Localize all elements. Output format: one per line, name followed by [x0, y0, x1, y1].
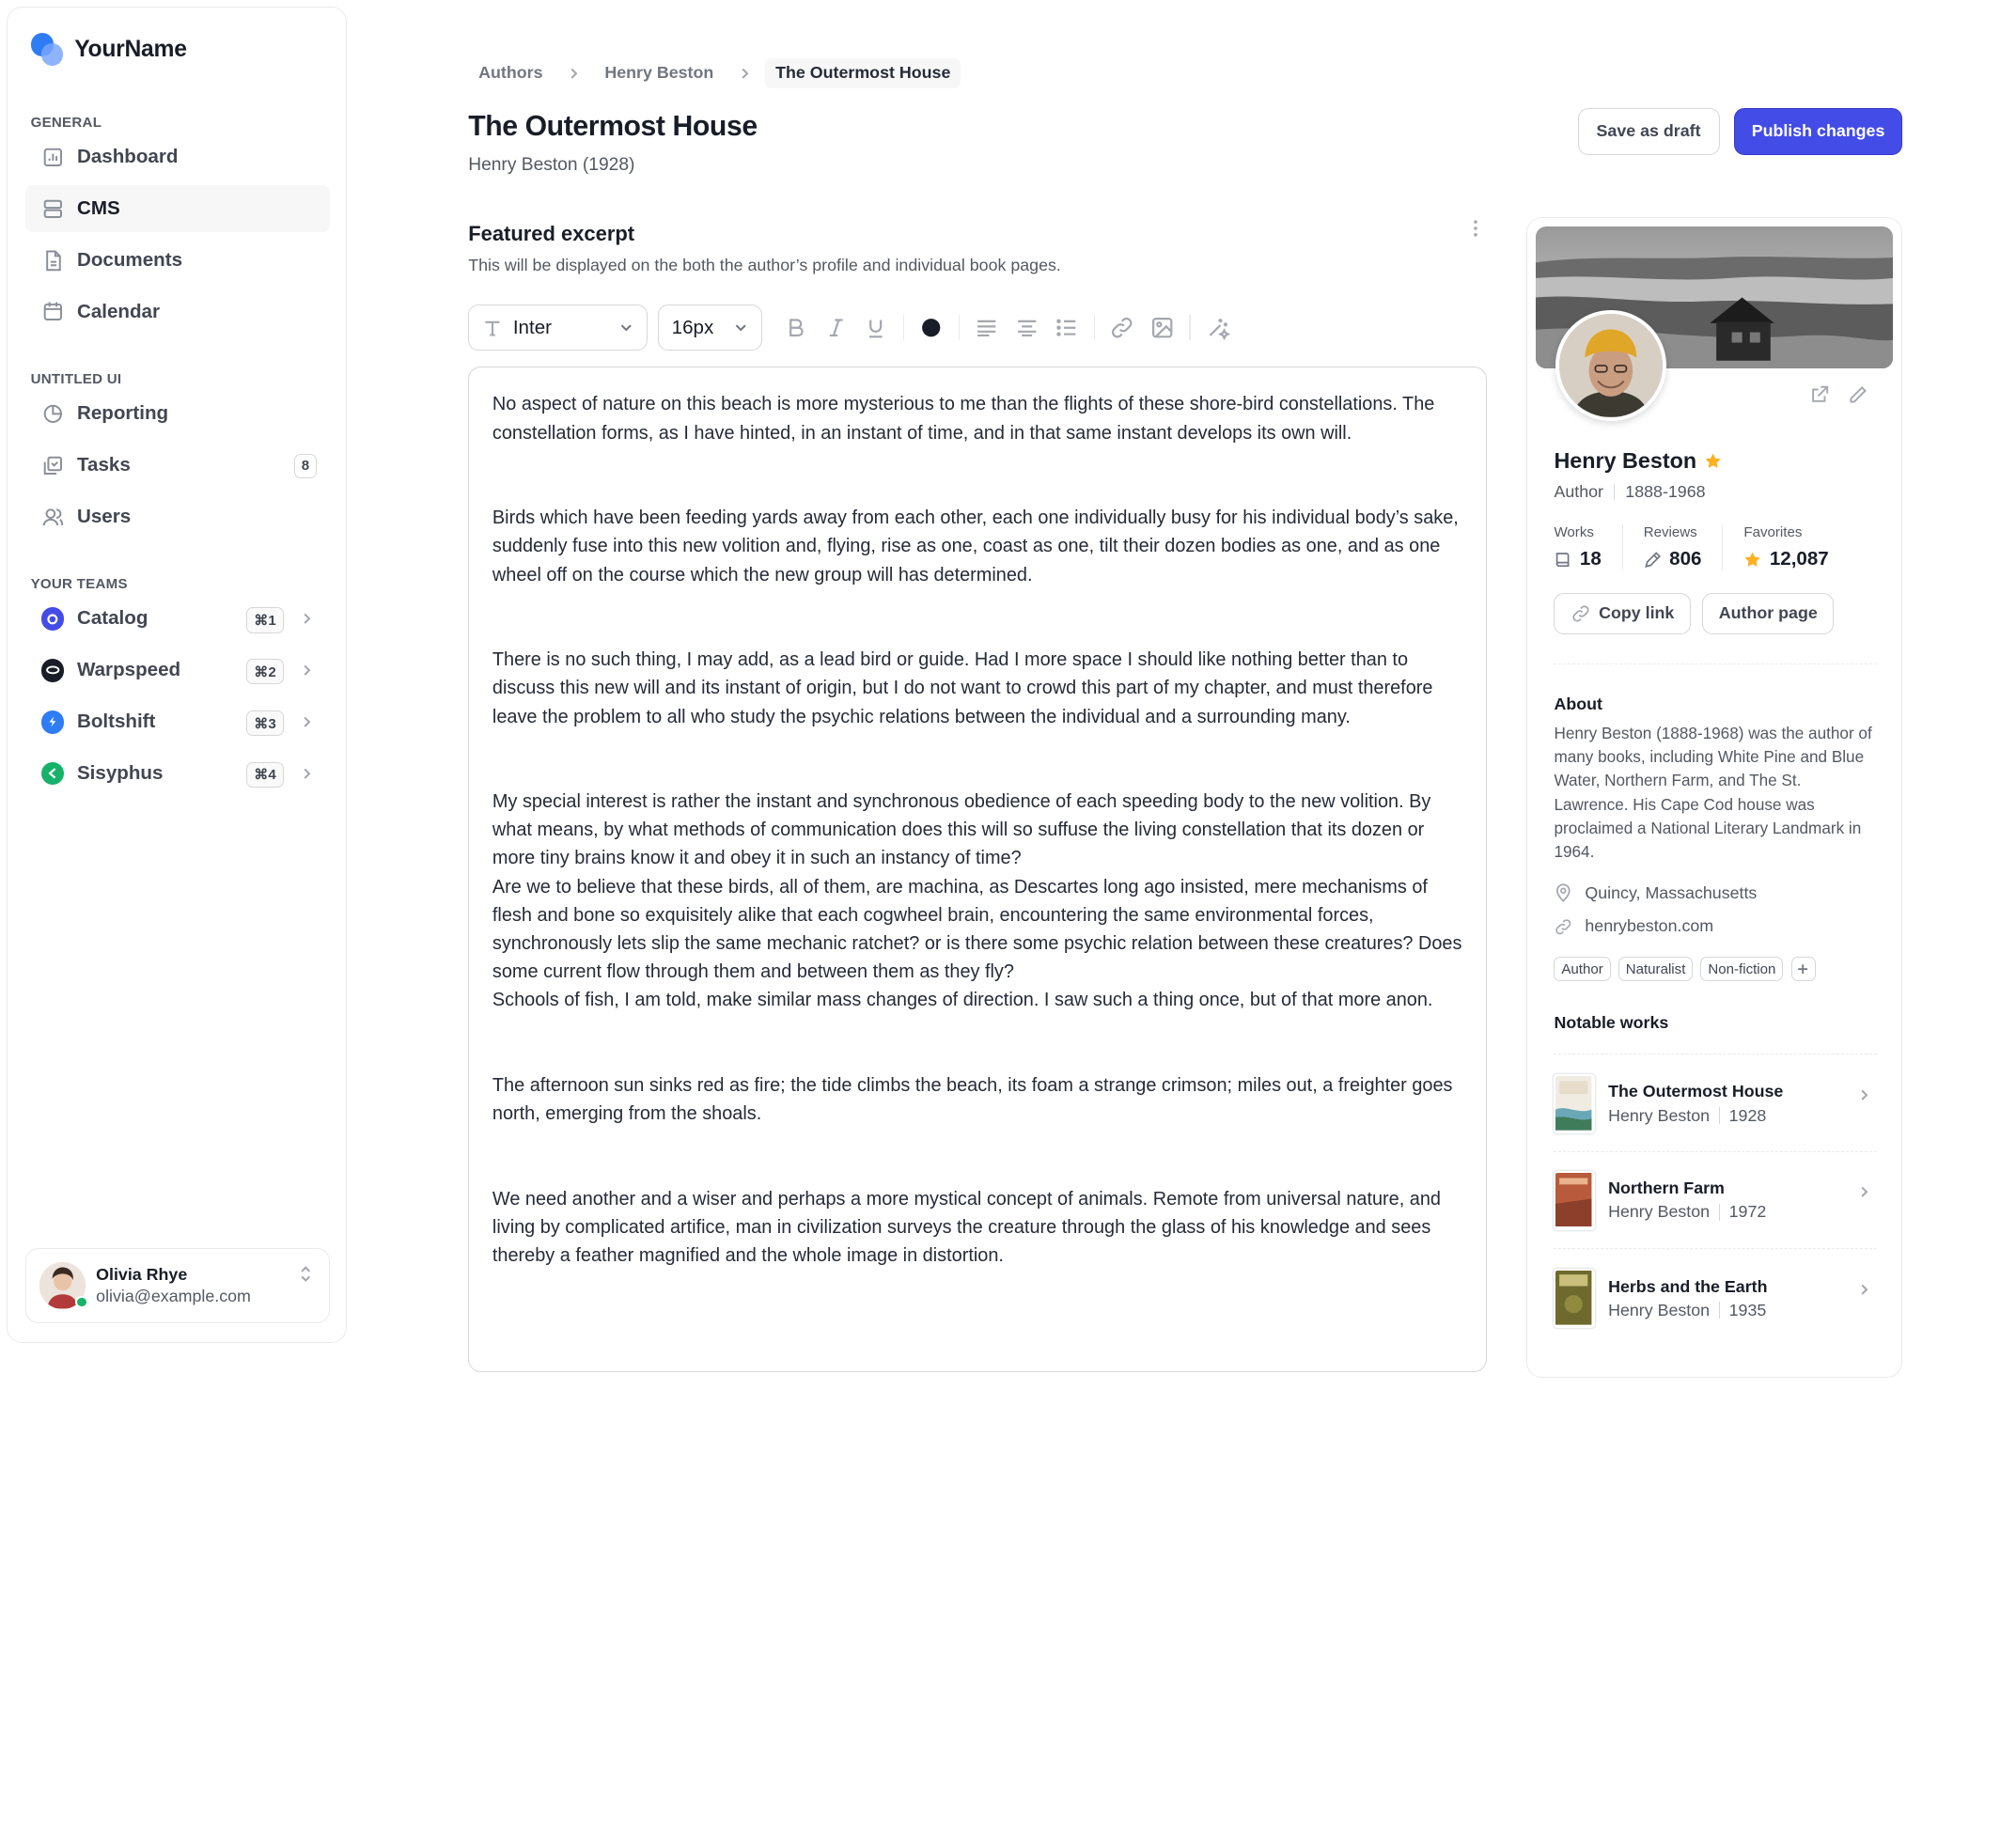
- author-tags: [1554, 957, 1815, 981]
- link-icon: [1554, 917, 1573, 937]
- author-role-text: Author: [1554, 481, 1603, 501]
- excerpt-paragraph: My special interest is rather the instant and synchronous obedience of each speeding body to the new volition. By what means, by what methods of communication does this will so suffuse the living constellation that its dozen or more tiny brains know it and obey it in such an instancy of time? Are we to believe that these birds, all of them, are machina, as Descartes long ago insisted, mere mechanisms of flesh and bone so exquisitely alike that each cogwheel brain, encountering the same environmental forces, synchronously lets slip the same mechanic ratchet? or is there some psychic relation between these creatures? Does some current flow through them and between them as they fly? Schools of fish, I am told, make similar mass changes of direction. I saw such a thing once, but of that more anon.: [492, 791, 1462, 1011]
- chevron-down-icon: [618, 320, 633, 335]
- image-icon[interactable]: [1149, 315, 1175, 340]
- user-name: Olivia Rhye: [96, 1264, 188, 1284]
- font-family-select[interactable]: [468, 304, 648, 351]
- about-title: About: [1554, 695, 1602, 714]
- section-label-general: GENERAL: [30, 114, 102, 131]
- breadcrumb: [468, 58, 961, 88]
- work-year: 1972: [1728, 1202, 1767, 1222]
- sidebar-item-label: CMS: [76, 196, 120, 219]
- chevron-right-icon: [299, 663, 314, 678]
- toolbar-divider: [959, 315, 960, 340]
- tasks-icon: [41, 454, 65, 477]
- sidebar-team-sisyphus[interactable]: [25, 750, 330, 796]
- sidebar-team-warpspeed[interactable]: [25, 648, 330, 694]
- copy-link-label: Copy link: [1599, 603, 1675, 623]
- about-text: Henry Beston (1888-1968) was the author of many books, including White Pine and Blue Water, Northern Farm, and The St. Lawrence. His Cape Cod house was proclaimed a National Literary Landmark in 1964.: [1554, 724, 1872, 861]
- pen-icon: [1644, 551, 1662, 569]
- section-label-your-teams: YOUR TEAMS: [30, 576, 128, 593]
- team-label: Catalog: [76, 607, 148, 630]
- sidebar-item-cms[interactable]: [25, 185, 330, 231]
- chevron-right-icon: [1856, 1087, 1871, 1102]
- server-icon: [41, 197, 65, 221]
- font-family-value: Inter: [512, 316, 553, 338]
- underline-icon[interactable]: [863, 315, 888, 340]
- work-title: The Outermost House: [1608, 1082, 1784, 1101]
- online-status-dot: [75, 1296, 88, 1309]
- work-author: Henry Beston: [1608, 1202, 1711, 1222]
- users-icon: [41, 506, 65, 529]
- logo-icon: [31, 33, 65, 67]
- star-icon: [1743, 551, 1761, 569]
- bold-icon[interactable]: [783, 315, 808, 340]
- website-text: henrybeston.com: [1585, 916, 1714, 936]
- work-author: Henry Beston: [1608, 1105, 1711, 1125]
- align-center-icon[interactable]: [1014, 315, 1039, 340]
- external-link-icon[interactable]: [1809, 384, 1830, 405]
- chevron-down-icon: [733, 320, 748, 335]
- chevron-right-icon: [1856, 1184, 1871, 1199]
- font-size-value: 16px: [671, 316, 714, 338]
- divider: [1554, 1248, 1876, 1249]
- pie-chart-icon: [41, 402, 65, 426]
- page-title: The Outermost House: [468, 111, 758, 143]
- sidebar-item-label: Calendar: [76, 300, 161, 322]
- divider: [1614, 484, 1615, 501]
- excerpt-paragraph: Birds which have been feeding yards away from each other, each one individually busy for his individual body’s sake, suddenly fuse into this new volition and, flying, rise as one, coast as one, tilt their dozen bodies as one, and as one wheel off on the course which the new group will has determined.: [492, 507, 1459, 585]
- tag[interactable]: Naturalist: [1618, 957, 1693, 981]
- breadcrumb-current: The Outermost House: [765, 58, 961, 88]
- sidebar-item-label: Reporting: [76, 402, 169, 425]
- sidebar-item-label: Dashboard: [76, 146, 179, 168]
- page-subtitle: Henry Beston (1928): [468, 154, 635, 175]
- author-role: [1554, 482, 1705, 502]
- team-label: Warpspeed: [76, 659, 181, 681]
- sidebar-item-tasks[interactable]: [25, 442, 330, 488]
- align-left-icon[interactable]: [974, 315, 999, 340]
- author-location: [1554, 883, 1757, 903]
- sidebar-team-boltshift[interactable]: [25, 699, 330, 745]
- sidebar-item-dashboard[interactable]: [25, 133, 330, 180]
- add-tag-button[interactable]: [1791, 957, 1816, 981]
- stat-label: Favorites: [1743, 524, 1803, 541]
- author-name: [1554, 448, 1722, 474]
- shortcut-badge: ⌘3: [246, 710, 283, 736]
- excerpt-editor[interactable]: [468, 367, 1487, 1373]
- main-content: [349, 0, 2013, 1350]
- toolbar-divider: [903, 315, 904, 340]
- publish-button[interactable]: Publish changes: [1734, 108, 1903, 154]
- stat-value: 806: [1669, 548, 1702, 570]
- bar-chart-icon: [41, 146, 65, 169]
- book-cover: [1554, 1269, 1595, 1328]
- breadcrumb-author[interactable]: Henry Beston: [604, 63, 714, 83]
- stat-label: Reviews: [1643, 524, 1697, 541]
- catalog-logo-icon: [41, 607, 65, 631]
- sidebar-team-catalog[interactable]: [25, 596, 330, 642]
- divider: [1554, 663, 1876, 664]
- divider: [1719, 1204, 1720, 1221]
- tag[interactable]: Non-fiction: [1700, 957, 1783, 981]
- sidebar-item-users[interactable]: [25, 493, 330, 539]
- edit-pencil-icon[interactable]: [1848, 384, 1868, 405]
- author-page-button[interactable]: Author page: [1702, 593, 1834, 634]
- work-year: 1935: [1728, 1300, 1767, 1319]
- notable-work-item[interactable]: [1554, 1069, 1879, 1138]
- stat-value: 18: [1579, 548, 1602, 570]
- sidebar-item-documents[interactable]: [25, 237, 330, 283]
- team-label: Boltshift: [76, 710, 156, 733]
- divider: [1719, 1107, 1720, 1124]
- chevron-right-icon: [566, 66, 581, 81]
- work-title: Herbs and the Earth: [1608, 1276, 1768, 1296]
- sidebar-item-calendar[interactable]: [25, 289, 330, 335]
- account-switcher[interactable]: [25, 1248, 330, 1323]
- brand-logo[interactable]: [31, 33, 187, 67]
- stat-favorites: [1743, 524, 1849, 570]
- section-label-untitled-ui: UNTITLED UI: [30, 370, 122, 387]
- more-vertical-icon[interactable]: [1465, 218, 1486, 239]
- stat-value: 12,087: [1769, 548, 1829, 570]
- copy-link-button[interactable]: [1554, 593, 1690, 634]
- list-icon[interactable]: [1054, 315, 1079, 340]
- notable-works-title: Notable works: [1554, 1013, 1669, 1033]
- tag[interactable]: Author: [1554, 957, 1610, 981]
- star-icon: [1704, 452, 1722, 470]
- author-website[interactable]: [1554, 916, 1713, 936]
- chevron-right-icon: [299, 714, 314, 729]
- author-stats: [1554, 524, 1869, 570]
- stat-works: [1554, 524, 1622, 570]
- chevron-selector-icon: [298, 1265, 313, 1283]
- stat-label: Works: [1554, 524, 1594, 541]
- brand-name: YourName: [74, 37, 187, 63]
- work-author: Henry Beston: [1608, 1300, 1711, 1319]
- sidebar-item-reporting[interactable]: [25, 390, 330, 436]
- shortcut-badge: ⌘1: [246, 607, 283, 632]
- tasks-count-badge: 8: [294, 454, 318, 478]
- magic-wand-icon[interactable]: [1205, 315, 1230, 340]
- team-label: Sisyphus: [76, 762, 164, 785]
- sisyphus-logo-icon: [41, 762, 65, 786]
- excerpt-paragraph: There is no such thing, I may add, as a lead bird or guide. Had I more space I should like nothing better than to discuss this new will and its instant of origin, but I do not want to crowd this part of my chapter, and must therefore leave the problem to all who study the psychic relations between the individual and a surrounding many.: [492, 649, 1433, 727]
- chevron-right-icon: [299, 766, 314, 781]
- sidebar-item-label: Tasks: [76, 454, 131, 476]
- work-title: Northern Farm: [1608, 1179, 1725, 1198]
- book-cover: [1554, 1171, 1595, 1230]
- toolbar-divider: [1189, 315, 1190, 340]
- calendar-icon: [41, 300, 65, 323]
- notable-work-item[interactable]: [1554, 1264, 1879, 1334]
- author-panel: [1526, 217, 1903, 1378]
- chevron-right-icon: [737, 66, 752, 81]
- author-name-text: Henry Beston: [1554, 448, 1697, 474]
- warpspeed-logo-icon: [41, 659, 65, 682]
- sidebar-item-label: Documents: [76, 248, 183, 271]
- plus-icon: [1797, 963, 1808, 975]
- chevron-right-icon: [1856, 1282, 1871, 1297]
- boltshift-logo-icon: [41, 710, 65, 734]
- book-icon: [1554, 551, 1571, 569]
- excerpt-paragraph: No aspect of nature on this beach is more mysterious to me than the flights of these shore-bird constellations. The constellation forms, as I have hinted, in an instant of time, and in that same instant develops its own will.: [492, 394, 1435, 444]
- document-icon: [41, 249, 65, 273]
- save-draft-button[interactable]: Save as draft: [1578, 108, 1720, 154]
- shortcut-badge: ⌘4: [246, 762, 283, 788]
- work-year: 1928: [1728, 1105, 1767, 1125]
- chevron-right-icon: [299, 611, 314, 626]
- link-icon: [1571, 603, 1591, 624]
- italic-icon[interactable]: [823, 315, 849, 340]
- excerpt-paragraph: The afternoon sun sinks red as fire; the tide climbs the beach, its foam a strange crimson; miles out, a freighter goes north, emerging from the shoals.: [492, 1074, 1453, 1125]
- section-title: Featured excerpt: [468, 222, 635, 246]
- book-cover: [1554, 1074, 1595, 1133]
- editor-toolbar: [468, 304, 1487, 351]
- user-email: olivia@example.com: [96, 1287, 251, 1306]
- divider: [1719, 1302, 1720, 1319]
- breadcrumb-authors[interactable]: Authors: [478, 63, 543, 83]
- toolbar-divider: [1094, 315, 1095, 340]
- stat-reviews: [1644, 524, 1724, 570]
- shortcut-badge: ⌘2: [246, 659, 283, 684]
- type-icon: [482, 318, 503, 338]
- author-avatar: [1555, 310, 1666, 421]
- location-text: Quincy, Massachusetts: [1585, 882, 1758, 902]
- author-years: 1888-1968: [1625, 481, 1706, 501]
- excerpt-paragraph: We need another and a wiser and perhaps a more mystical concept of animals. Remote from universal nature, and living by complicated artifice, man in civilization surveys the creature through the glass of his knowledge and sees thereby a feather magnified and the whole image in distortion.: [492, 1188, 1441, 1267]
- link-icon[interactable]: [1109, 315, 1134, 340]
- notable-work-item[interactable]: [1554, 1165, 1879, 1235]
- section-description: This will be displayed on the both the author’s profile and individual book pages.: [468, 255, 1061, 274]
- map-pin-icon: [1554, 883, 1573, 903]
- sidebar: [7, 7, 347, 1343]
- sidebar-item-label: Users: [76, 505, 132, 527]
- font-size-select[interactable]: [658, 304, 762, 351]
- text-color-icon[interactable]: [918, 315, 944, 340]
- divider: [1554, 1151, 1876, 1152]
